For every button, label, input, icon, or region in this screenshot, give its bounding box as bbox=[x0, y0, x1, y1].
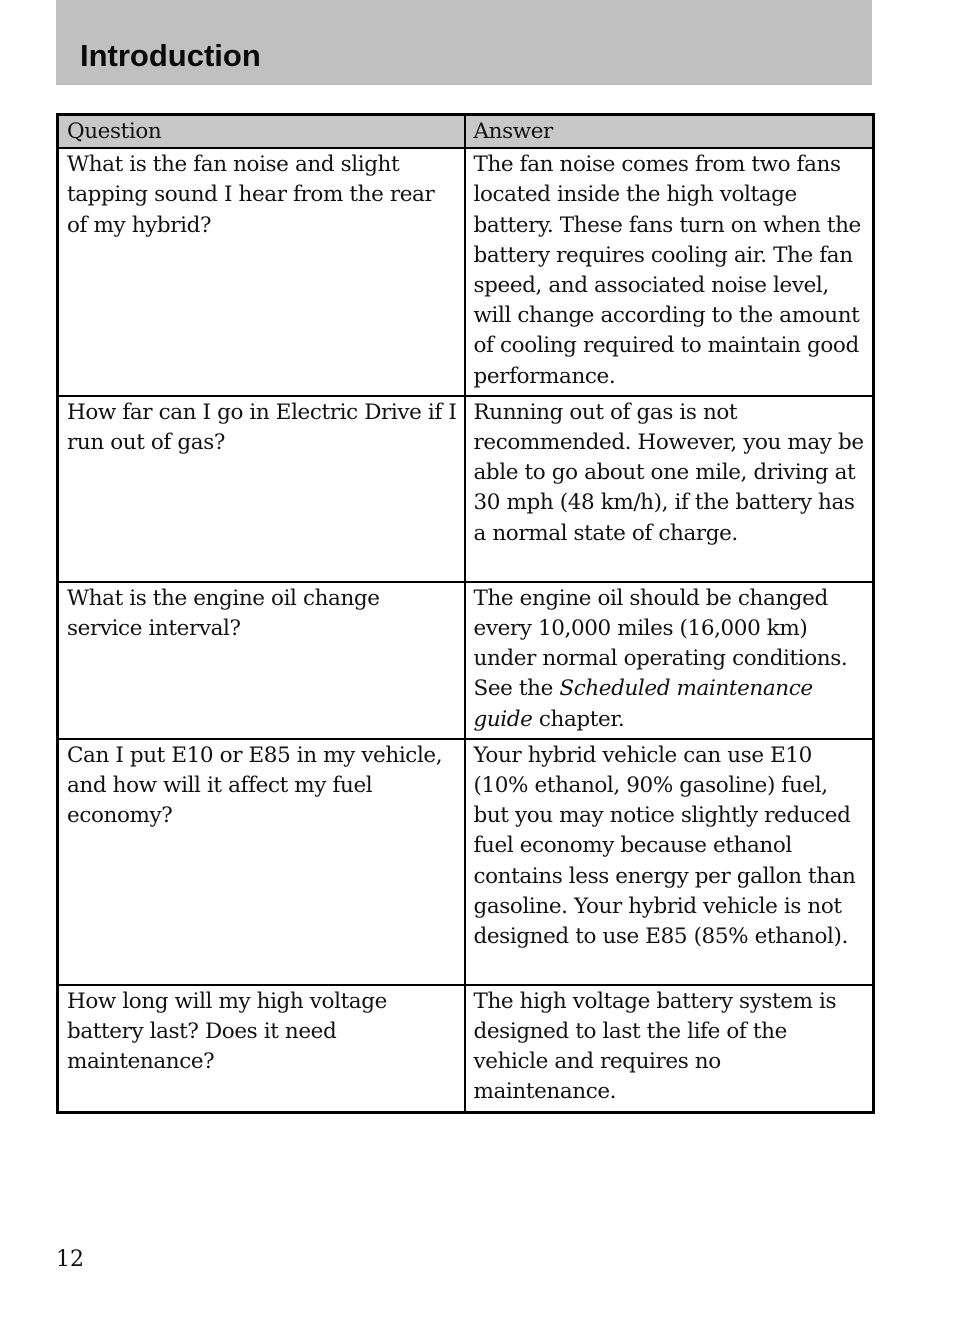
question-cell: How long will my high voltage battery last? Does it need maintenance? bbox=[58, 985, 465, 1112]
table-header-row bbox=[58, 115, 874, 149]
table-row bbox=[58, 148, 874, 396]
column-header-answer: Answer bbox=[465, 115, 874, 149]
column-header-question: Question bbox=[58, 115, 465, 149]
question-cell: What is the engine oil change service interval? bbox=[58, 582, 465, 739]
answer-cell: Your hybrid vehicle can use E10 (10% ethanol, 90% gasoline) fuel, but you may notice slightly reduced fuel economy because ethanol contains less energy per gallon than gasoline. Your hybrid vehicle is not designed to use E85 (85% ethanol). bbox=[465, 739, 874, 985]
page-number: 12 bbox=[56, 1247, 84, 1272]
table-row bbox=[58, 985, 874, 1112]
answer-cell bbox=[465, 582, 874, 739]
answer-text-end: chapter. bbox=[532, 706, 625, 732]
question-cell: What is the fan noise and slight tapping sound I hear from the rear of my hybrid? bbox=[58, 148, 465, 396]
section-header-band bbox=[56, 0, 872, 85]
answer-text: The engine oil should be changed every 10,000 miles (16,000 km) under normal operating conditions. See the bbox=[473, 585, 848, 702]
table-row bbox=[58, 582, 874, 739]
answer-cell: Running out of gas is not recommended. However, you may be able to go about one mile, driving at 30 mph (48 km/h), if the battery has a normal state of charge. bbox=[465, 396, 874, 582]
answer-cell: The fan noise comes from two fans located inside the high voltage battery. These fans turn on when the battery requires cooling air. The fan speed, and associated noise level, will change according to the amount of cooling required to maintain good performance. bbox=[465, 148, 874, 396]
question-cell: How far can I go in Electric Drive if I run out of gas? bbox=[58, 396, 465, 582]
table-row bbox=[58, 739, 874, 985]
faq-table bbox=[56, 113, 875, 1114]
answer-cell: The high voltage battery system is designed to last the life of the vehicle and requires no maintenance. bbox=[465, 985, 874, 1112]
section-title: Introduction bbox=[80, 38, 261, 73]
chapter-reference: Scheduled maintenance guide bbox=[473, 676, 813, 732]
table-row bbox=[58, 396, 874, 582]
question-cell: Can I put E10 or E85 in my vehicle, and how will it affect my fuel economy? bbox=[58, 739, 465, 985]
